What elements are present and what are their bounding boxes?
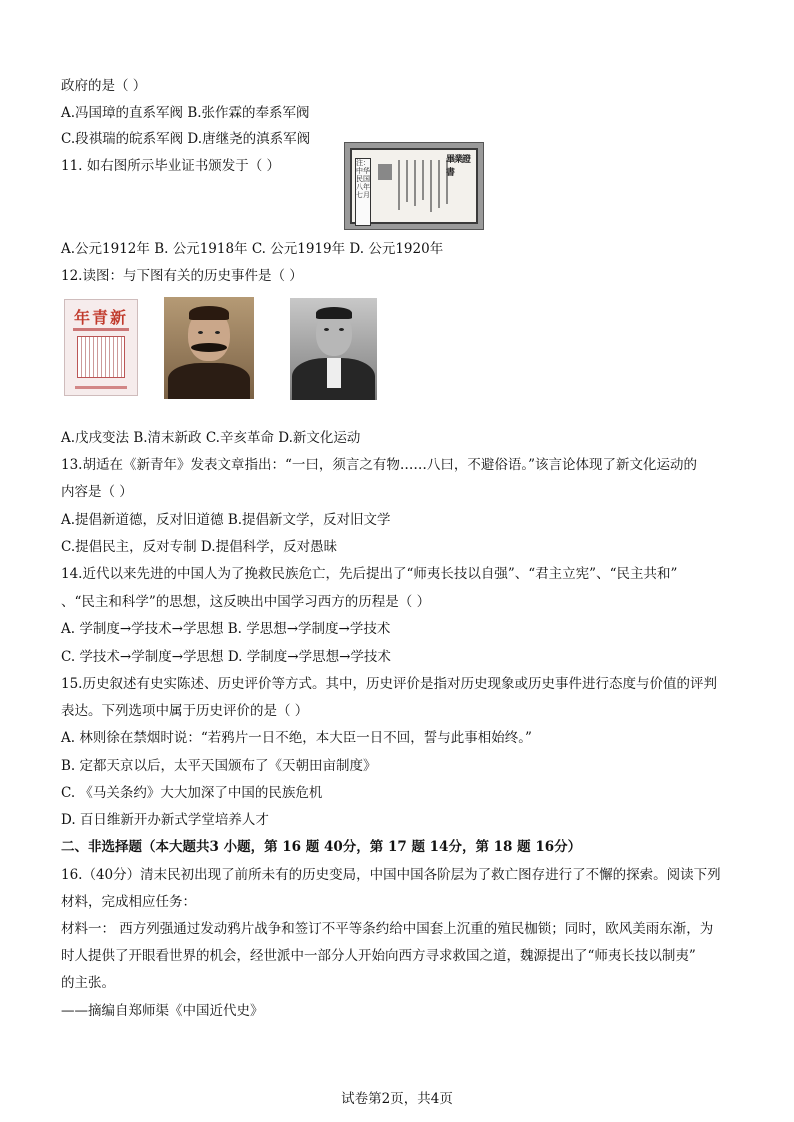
material-one-line1: 材料一： 西方列强通过发动鸦片战争和签订不平等条约给中国套上沉重的殖民枷锁；同时，欧风美雨东渐，为	[61, 921, 714, 937]
q15-option-b: B. 定都天京以后，太平天国颁布了《天朝田亩制度》	[61, 758, 377, 774]
portrait-photo-man-in-suit	[290, 298, 377, 400]
q15-option-c: C. 《马关条约》大大加深了中国的民族危机	[61, 785, 323, 801]
page-footer: 试卷第2页，共4页	[341, 1091, 453, 1107]
q13-stem-line1: 13.胡适在《新青年》发表文章指出：“一曰，须言之有物……八曰，不避俗语。”该言论体现了新文化运动的	[61, 457, 698, 473]
q16-stem-line1: 16.（40分）清末民初出现了前所未有的历史变局，中国中国各阶层为了救亡图存进行了不懈的探索。阅读下列	[61, 867, 721, 883]
material-one-line3: 的主张。	[61, 975, 115, 991]
certificate-seal	[378, 164, 392, 180]
q12-options: A.戊戌变法 B.清末新政 C.辛亥革命 D.新文化运动	[61, 430, 361, 446]
q15-option-a: A. 林则徐在禁烟时说：“若鸦片一日不绝，本大臣一日不回，誓与此事相始终。”	[61, 730, 532, 746]
section-two-heading: 二、非选择题（本大题共3 小题，第 16 题 40分，第 17 题 14分，第 18 题 16分）	[61, 839, 582, 855]
new-youth-magazine-cover-image	[64, 299, 138, 396]
portrait-photo-mustached-man	[164, 297, 254, 399]
q10-options-cd: C.段祺瑞的皖系军阀 D.唐继尧的滇系军阀	[61, 131, 311, 147]
certificate-title: 畢業證書	[446, 155, 471, 178]
q10-stem-continued: 政府的是（ ）	[61, 78, 147, 94]
q13-stem-line2: 内容是（ ）	[61, 484, 133, 500]
material-one-source: ——摘编自郑师渠《中国近代史》	[61, 1003, 264, 1019]
q16-stem-line2: 材料，完成相应任务：	[61, 894, 196, 910]
certificate-date-tag: 注：中华民国八年七月	[355, 158, 371, 226]
graduation-certificate-image	[344, 142, 484, 230]
q10-options-ab: A.冯国璋的直系军阀 B.张作霖的奉系军阀	[61, 105, 310, 121]
q11-stem: 11. 如右图所示毕业证书颁发于（ ）	[61, 158, 281, 174]
certificate-frame	[350, 148, 478, 224]
q15-stem-line1: 15.历史叙述有史实陈述、历史评价等方式。其中，历史评价是指对历史现象或历史事件进行态度与价值的评判	[61, 676, 717, 692]
q14-options-cd: C. 学技术→学制度→学思想 D. 学制度→学思想→学技术	[61, 649, 391, 665]
q14-stem-line2: 、“民主和科学”的思想，这反映出中国学习西方的历程是（ ）	[61, 594, 431, 610]
magazine-contents-box	[77, 336, 125, 378]
q15-stem-line2: 表达。下列选项中属于历史评价的是（ ）	[61, 703, 309, 719]
q14-stem-line1: 14.近代以来先进的中国人为了挽救民族危亡，先后提出了“师夷长技以自强”、“君主立宪”、“民主共和”	[61, 566, 678, 582]
q14-options-ab: A. 学制度→学技术→学思想 B. 学思想→学制度→学技术	[61, 621, 391, 637]
q11-options: A.公元1912年 B. 公元1918年 C. 公元1919年 D. 公元1920年	[61, 241, 444, 257]
q13-options-cd: C.提倡民主，反对专制 D.提倡科学，反对愚昧	[61, 539, 338, 555]
q12-stem: 12.读图：与下图有关的历史事件是（ ）	[61, 268, 303, 284]
material-one-line2: 时人提供了开眼看世界的机会，经世派中一部分人开始向西方寻求救国之道，魏源提出了“师夷长技以制夷”	[61, 948, 696, 964]
q13-options-ab: A.提倡新道德，反对旧道德 B.提倡新文学，反对旧文学	[61, 512, 391, 528]
magazine-title: 年青新	[73, 308, 128, 327]
q15-option-d: D. 百日维新开办新式学堂培养人才	[61, 812, 269, 828]
